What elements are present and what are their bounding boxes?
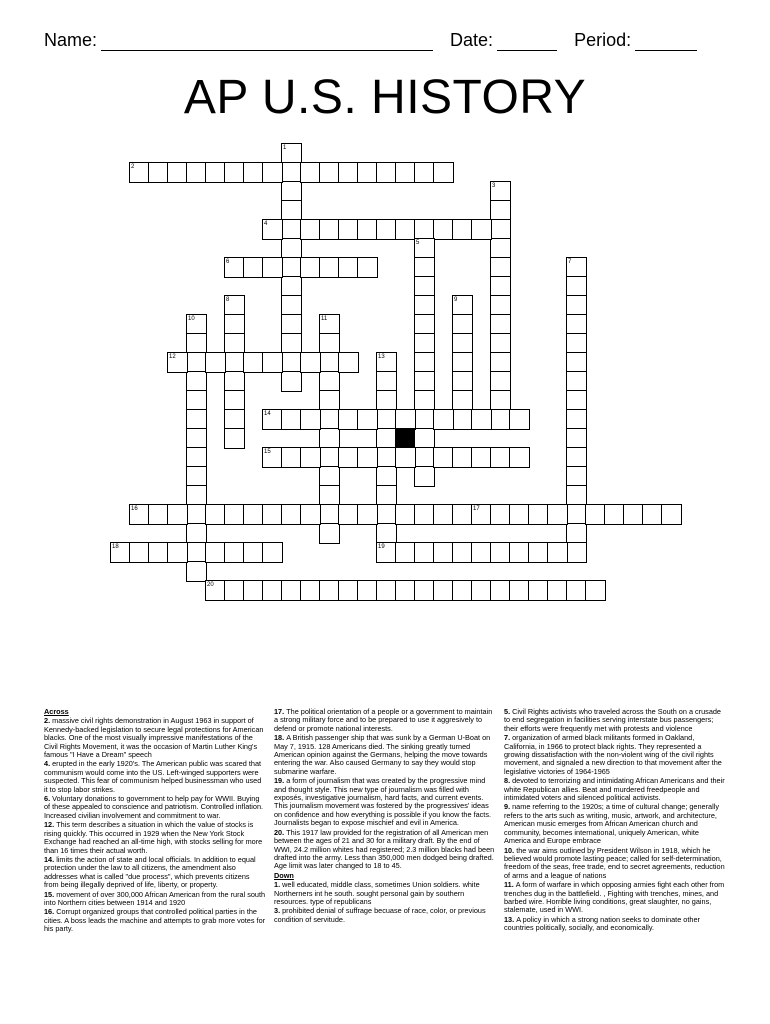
grid-cell[interactable] — [319, 257, 340, 278]
grid-cell[interactable] — [205, 352, 226, 373]
grid-cell[interactable] — [224, 390, 245, 411]
grid-cell[interactable] — [281, 447, 302, 468]
grid-cell[interactable] — [490, 352, 511, 373]
grid-cell[interactable] — [319, 314, 340, 335]
grid-cell[interactable] — [490, 390, 511, 411]
grid-cell[interactable] — [414, 447, 435, 468]
grid-cell[interactable] — [376, 390, 397, 411]
grid-cell[interactable] — [509, 504, 530, 525]
grid-cell[interactable] — [224, 409, 245, 430]
cell-number: 18 — [112, 544, 119, 550]
grid-cell[interactable] — [281, 409, 302, 430]
grid-cell[interactable] — [414, 371, 435, 392]
grid-cell[interactable] — [414, 333, 435, 354]
grid-cell[interactable] — [490, 580, 511, 601]
grid-cell[interactable] — [186, 352, 207, 373]
cell-number: 9 — [454, 297, 458, 303]
grid-cell[interactable] — [243, 504, 264, 525]
grid-cell[interactable] — [433, 542, 454, 563]
grid-cell[interactable] — [319, 409, 340, 430]
grid-cell[interactable] — [566, 276, 587, 297]
grid-cell[interactable] — [262, 352, 283, 373]
clue-across-2: 2. massive civil rights demonstration in August 1963 in support of Kennedy-backed legislation to secure legal protections for American blacks. One of the most visually impressive manifestations of the Civil Rights Movement, it was the occasion of Martin Luther King's famous "I Have a Dream" speech — [44, 716, 264, 760]
grid-cell[interactable] — [167, 504, 188, 525]
grid-cell[interactable] — [300, 219, 321, 240]
clue-across-12: 12. This term describes a situation in which the value of stocks is rising quickly. This occurred in 1929 when the New York Stock Exchange had reached an all-time high, with stocks selling for more than 16 times their actual worth. — [44, 820, 263, 855]
cell-number: 15 — [264, 449, 271, 455]
clue-down-10: 10. the war aims outlined by President Wilson in 1918, which he believed would promote lasting peace; called for self-determination, freedom of the seas, free trade, end to secret agreements, reduction of arms and a league of nations — [504, 845, 725, 880]
grid-cell[interactable] — [395, 504, 416, 525]
grid-cell[interactable] — [338, 580, 359, 601]
grid-cell[interactable] — [148, 504, 169, 525]
clues-column-2 — [274, 708, 496, 925]
grid-cell[interactable] — [395, 162, 416, 183]
grid-cell[interactable] — [623, 504, 644, 525]
grid-cell[interactable] — [376, 219, 397, 240]
grid-cell[interactable] — [357, 504, 378, 525]
grid-cell[interactable] — [414, 466, 435, 487]
grid-cell[interactable] — [281, 580, 302, 601]
grid-cell[interactable] — [224, 352, 245, 373]
grid-cell[interactable] — [490, 314, 511, 335]
grid-cell[interactable] — [281, 162, 302, 183]
grid-cell[interactable] — [186, 504, 207, 525]
grid-cell[interactable] — [129, 162, 150, 183]
grid-cell[interactable] — [262, 542, 283, 563]
grid-cell[interactable] — [433, 504, 454, 525]
grid-cell[interactable] — [547, 542, 568, 563]
grid-cell[interactable] — [281, 276, 302, 297]
grid-cell[interactable] — [433, 219, 454, 240]
grid-cell[interactable] — [490, 200, 511, 221]
grid-cell[interactable] — [566, 371, 587, 392]
grid-cell[interactable] — [224, 295, 245, 316]
grid-cell[interactable] — [414, 162, 435, 183]
grid-cell[interactable] — [319, 333, 340, 354]
grid-cell[interactable] — [414, 580, 435, 601]
down-heading: Down — [274, 870, 294, 880]
grid-cell[interactable] — [186, 523, 207, 544]
grid-cell[interactable] — [509, 580, 530, 601]
clue-across-20: 20. This 1917 law provided for the registration of all American men between the ages of 21 and 30 for a military draft. By the end of WWI, 24.2 million whites had registered; 2.3 million blacks had been drafted into the army. Less than 350,000 men dodged being drafted. Age limit was later changed to 18 to 45. — [274, 827, 495, 871]
grid-cell[interactable] — [566, 428, 587, 449]
grid-cell[interactable] — [357, 409, 378, 430]
grid-cell[interactable] — [300, 504, 321, 525]
clue-across-6: 6. Voluntary donations to government to help pay for WWII. Buying of these appealed to conscience and patriotism. Controlled inflation. Increased civilian involvement and commitment to war. — [44, 794, 264, 820]
grid-cell[interactable] — [300, 409, 321, 430]
grid-cell[interactable] — [433, 162, 454, 183]
grid-cell[interactable] — [414, 352, 435, 373]
grid-cell[interactable] — [452, 314, 473, 335]
black-cell — [395, 428, 415, 448]
grid-cell[interactable] — [167, 352, 188, 373]
clues-column-3 — [504, 708, 726, 934]
grid-cell[interactable] — [566, 580, 587, 601]
grid-cell[interactable] — [281, 314, 302, 335]
grid-cell[interactable] — [224, 162, 245, 183]
grid-cell[interactable] — [300, 447, 321, 468]
grid-cell[interactable] — [395, 542, 416, 563]
grid-cell[interactable] — [338, 447, 359, 468]
grid-cell[interactable] — [186, 390, 207, 411]
cell-number: 10 — [188, 316, 195, 322]
grid-cell[interactable] — [376, 485, 397, 506]
grid-cell[interactable] — [281, 143, 302, 164]
clue-down-9: 9. name referring to the 1920s; a time of cultural change; generally refers to the arts such as writing, music, artwork, and architecture, American music emerges from African American church and community, becomes international, uniquely American, white America and Europe embrace — [504, 802, 719, 846]
clue-down-5: 5. Civil Rights activists who traveled across the South on a crusade to end segregation in facilities serving interstate bus passengers; their efforts were frequently met with protests and violence — [504, 707, 721, 733]
grid-cell[interactable] — [566, 352, 587, 373]
grid-cell[interactable] — [566, 485, 587, 506]
grid-cell[interactable] — [281, 333, 302, 354]
grid-cell[interactable] — [319, 447, 340, 468]
grid-cell[interactable] — [414, 428, 435, 449]
grid-cell[interactable] — [186, 162, 207, 183]
grid-cell[interactable] — [224, 333, 245, 354]
grid-cell[interactable] — [490, 447, 511, 468]
grid-cell[interactable] — [490, 219, 511, 240]
grid-cell[interactable] — [528, 504, 549, 525]
grid-cell[interactable] — [338, 257, 359, 278]
grid-cell[interactable] — [224, 314, 245, 335]
grid-cell[interactable] — [452, 542, 473, 563]
grid-cell[interactable] — [414, 295, 435, 316]
grid-cell[interactable] — [490, 295, 511, 316]
grid-cell[interactable] — [262, 162, 283, 183]
grid-cell[interactable] — [490, 181, 511, 202]
grid-cell[interactable] — [319, 219, 340, 240]
grid-cell[interactable] — [319, 523, 340, 544]
grid-cell[interactable] — [566, 504, 587, 525]
clue-across-14: 14. limits the action of state and local officials. In addition to equal protection under the law to all citizens, the amendment also addresses what is called "due process", which prevents citizens from being illegally deprived of life, liberty, or property. — [44, 854, 256, 890]
grid-cell[interactable] — [243, 352, 264, 373]
grid-cell[interactable] — [376, 428, 397, 449]
grid-cell[interactable] — [433, 580, 454, 601]
grid-cell[interactable] — [338, 409, 359, 430]
grid-cell[interactable] — [338, 352, 359, 373]
grid-cell[interactable] — [566, 314, 587, 335]
grid-cell[interactable] — [281, 371, 302, 392]
grid-cell[interactable] — [452, 219, 473, 240]
clue-across-16: 16. Corrupt organized groups that controlled political parties in the cities. A boss leads the machine and attempts to grab more votes for his party. — [44, 907, 266, 934]
grid-cell[interactable] — [186, 428, 207, 449]
cell-number: 17 — [473, 506, 480, 512]
grid-cell[interactable] — [357, 162, 378, 183]
grid-cell[interactable] — [357, 219, 378, 240]
grid-cell[interactable] — [205, 542, 226, 563]
grid-cell[interactable] — [433, 409, 454, 430]
grid-cell[interactable] — [509, 542, 530, 563]
grid-cell[interactable] — [186, 314, 207, 335]
grid-cell[interactable] — [395, 580, 416, 601]
grid-cell[interactable] — [376, 542, 397, 563]
grid-cell[interactable] — [243, 162, 264, 183]
grid-cell[interactable] — [110, 542, 131, 563]
grid-cell[interactable] — [281, 352, 302, 373]
grid-cell[interactable] — [186, 447, 207, 468]
grid-cell[interactable] — [319, 485, 340, 506]
grid-cell[interactable] — [452, 447, 473, 468]
grid-cell[interactable] — [281, 238, 302, 259]
clues-column-1 — [44, 708, 266, 935]
grid-cell[interactable] — [338, 219, 359, 240]
grid-cell[interactable] — [452, 504, 473, 525]
cell-number: 16 — [131, 506, 138, 512]
clue-down-13: 13. A policy in which a strong nation seeks to dominate other countries politically, socially, and economically. — [504, 914, 700, 933]
grid-cell[interactable] — [452, 295, 473, 316]
grid-cell[interactable] — [585, 504, 606, 525]
grid-cell[interactable] — [490, 276, 511, 297]
grid-cell[interactable] — [395, 409, 416, 430]
grid-cell[interactable] — [490, 333, 511, 354]
grid-cell[interactable] — [319, 371, 340, 392]
grid-cell[interactable] — [243, 257, 264, 278]
grid-cell[interactable] — [566, 523, 587, 544]
grid-cell[interactable] — [452, 371, 473, 392]
grid-cell[interactable] — [262, 504, 283, 525]
grid-cell[interactable] — [528, 580, 549, 601]
cell-number: 7 — [568, 259, 572, 265]
grid-cell[interactable] — [642, 504, 663, 525]
grid-cell[interactable] — [281, 295, 302, 316]
grid-cell[interactable] — [414, 542, 435, 563]
grid-cell[interactable] — [661, 504, 682, 525]
grid-cell[interactable] — [224, 257, 245, 278]
grid-cell[interactable] — [319, 466, 340, 487]
grid-cell[interactable] — [376, 523, 397, 544]
grid-cell[interactable] — [262, 447, 283, 468]
grid-cell[interactable] — [224, 371, 245, 392]
grid-cell[interactable] — [224, 504, 245, 525]
cell-number: 19 — [378, 544, 385, 550]
grid-cell[interactable] — [167, 542, 188, 563]
grid-cell[interactable] — [148, 162, 169, 183]
clue-across-4: 4. erupted in the early 1920's. The American public was scared that communism would come into the US. Left-winged supporters were suspected. This fear of communism helped businessman who used it to stop labor strikes. — [44, 759, 262, 794]
grid-cell[interactable] — [319, 162, 340, 183]
grid-cell[interactable] — [566, 466, 587, 487]
grid-cell[interactable] — [490, 371, 511, 392]
grid-cell[interactable] — [186, 561, 207, 582]
grid-cell[interactable] — [300, 352, 321, 373]
date-label: Date: — [450, 30, 494, 50]
grid-cell[interactable] — [471, 504, 492, 525]
cell-number: 14 — [264, 411, 271, 417]
clue-down-8: 8. devoted to terrorizing and intimidating African Americans and their white Republican allies. Beat and murdered freedpeople and intimidated voters and silenced political activists. — [504, 776, 725, 803]
grid-cell[interactable] — [262, 409, 283, 430]
grid-cell[interactable] — [471, 447, 492, 468]
grid-cell[interactable] — [224, 428, 245, 449]
grid-cell[interactable] — [357, 257, 378, 278]
grid-cell[interactable] — [224, 542, 245, 563]
grid-cell[interactable] — [319, 352, 340, 373]
grid-cell[interactable] — [300, 257, 321, 278]
grid-cell[interactable] — [281, 200, 302, 221]
grid-cell[interactable] — [414, 238, 435, 259]
cell-number: 8 — [226, 297, 230, 303]
grid-cell[interactable] — [395, 219, 416, 240]
grid-cell[interactable] — [566, 409, 587, 430]
grid-cell[interactable] — [243, 580, 264, 601]
grid-cell[interactable] — [471, 219, 492, 240]
grid-cell[interactable] — [452, 333, 473, 354]
grid-cell[interactable] — [490, 504, 511, 525]
grid-cell[interactable] — [357, 580, 378, 601]
grid-cell[interactable] — [566, 390, 587, 411]
cell-number: 2 — [131, 164, 135, 170]
grid-cell[interactable] — [452, 409, 473, 430]
grid-cell[interactable] — [224, 580, 245, 601]
grid-cell[interactable] — [376, 409, 397, 430]
grid-cell[interactable] — [471, 542, 492, 563]
grid-cell[interactable] — [281, 504, 302, 525]
grid-cell[interactable] — [300, 580, 321, 601]
grid-cell[interactable] — [281, 257, 302, 278]
grid-cell[interactable] — [281, 219, 302, 240]
clue-down-1: 1. well educated, middle class, sometimes Union soldiers. white Northerners int he south. sought personal gain by southern resources. type of republicans — [274, 880, 480, 906]
grid-cell[interactable] — [452, 390, 473, 411]
clue-down-3: 3. prohibited denial of suffrage becuase of race, color, or previous condition of servitude. — [274, 906, 486, 924]
clue-across-17: 17. The political orientation of a people or a government to maintain a strong military force and to be prepared to use it aggresively to defend or promote national interests. — [274, 707, 493, 733]
clue-across-15: 15. movement of over 300,000 African American from the rural south into Northern cities between 1914 and 1920 — [44, 889, 266, 907]
cell-number: 13 — [378, 354, 385, 360]
clue-down-7: 7. organization of armed black militants formed in Oakland, California, in 1966 to protect black rights. They represented a growing dissatisfaction with the non-violent wing of the civil rights movement, and signaled a new direction to that movement after the legislative victories of 1964-1965 — [504, 733, 722, 776]
name-label: Name: — [44, 30, 98, 50]
grid-cell[interactable] — [319, 428, 340, 449]
grid-cell[interactable] — [452, 352, 473, 373]
grid-cell[interactable] — [186, 542, 207, 563]
grid-cell[interactable] — [376, 580, 397, 601]
grid-cell[interactable] — [243, 542, 264, 563]
grid-cell[interactable] — [509, 409, 530, 430]
grid-cell[interactable] — [452, 580, 473, 601]
grid-cell[interactable] — [376, 352, 397, 373]
grid-cell[interactable] — [433, 447, 454, 468]
grid-cell[interactable] — [186, 485, 207, 506]
grid-cell[interactable] — [357, 447, 378, 468]
grid-cell[interactable] — [205, 580, 226, 601]
grid-cell[interactable] — [414, 390, 435, 411]
grid-cell[interactable] — [376, 371, 397, 392]
grid-cell[interactable] — [338, 162, 359, 183]
cell-number: 6 — [226, 259, 230, 265]
grid-cell[interactable] — [167, 162, 188, 183]
grid-cell[interactable] — [566, 295, 587, 316]
grid-cell[interactable] — [376, 504, 397, 525]
cell-number: 11 — [321, 316, 328, 322]
grid-cell[interactable] — [414, 276, 435, 297]
cell-number: 4 — [264, 221, 268, 227]
grid-cell[interactable] — [414, 219, 435, 240]
grid-cell[interactable] — [490, 238, 511, 259]
clue-down-11: 11. A form of warfare in which opposing armies fight each other from trenches dug in the battlefield. , Fighting with trenches, mines, and barbed wire. Horrible living conditions, great slaughter, no gains, stalemate, used in WWI. — [504, 880, 725, 915]
grid-cell[interactable] — [148, 542, 169, 563]
grid-cell[interactable] — [262, 257, 283, 278]
grid-cell[interactable] — [566, 447, 587, 468]
grid-cell[interactable] — [566, 333, 587, 354]
clue-across-19: 19. a form of journalism that was created by the progressive mind and thought style. This new type of journalism was filled with exposés, investigative journalism, hard facts, and current events. This journalism movement was fostered by the progressives' ideas on confidence and how everything is possible if you know the facts. Journalists began to expose mischief and evil in America. — [274, 776, 492, 828]
grid-cell[interactable] — [376, 162, 397, 183]
grid-cell[interactable] — [319, 580, 340, 601]
grid-cell[interactable] — [566, 257, 587, 278]
grid-cell[interactable] — [414, 257, 435, 278]
cell-number: 20 — [207, 582, 214, 588]
grid-cell[interactable] — [471, 580, 492, 601]
grid-cell[interactable] — [414, 314, 435, 335]
grid-cell[interactable] — [490, 542, 511, 563]
grid-cell[interactable] — [319, 390, 340, 411]
grid-cell[interactable] — [205, 162, 226, 183]
grid-cell[interactable] — [376, 447, 397, 468]
grid-cell[interactable] — [262, 580, 283, 601]
across-heading: Across — [44, 707, 69, 716]
grid-cell[interactable] — [547, 504, 568, 525]
grid-cell[interactable] — [471, 409, 492, 430]
grid-cell[interactable] — [186, 466, 207, 487]
page-title: AP U.S. HISTORY — [183, 71, 587, 124]
cell-number: 3 — [492, 183, 496, 189]
grid-cell[interactable] — [585, 580, 606, 601]
cell-number: 12 — [169, 354, 176, 360]
grid-cell[interactable] — [129, 504, 150, 525]
grid-cell[interactable] — [528, 542, 549, 563]
grid-cell[interactable] — [262, 219, 283, 240]
cell-number: 5 — [416, 240, 420, 246]
grid-cell[interactable] — [186, 333, 207, 354]
grid-cell[interactable] — [490, 409, 511, 430]
grid-cell[interactable] — [186, 409, 207, 430]
period-label: Period: — [574, 30, 632, 50]
grid-cell[interactable] — [604, 504, 625, 525]
grid-cell[interactable] — [566, 542, 587, 563]
grid-cell[interactable] — [395, 447, 416, 468]
grid-cell[interactable] — [490, 257, 511, 278]
grid-cell[interactable] — [300, 162, 321, 183]
grid-cell[interactable] — [509, 447, 530, 468]
clue-across-18: 18. A British passenger ship that was sunk by a German U-Boat on May 7, 1915. 128 Americans died. The sinking greatly turned American opinion against the Germans, helping the move towards entering the war. Also caused Germany to say they would stop submarine warfare. — [274, 733, 491, 776]
grid-cell[interactable] — [376, 466, 397, 487]
grid-cell[interactable] — [281, 181, 302, 202]
grid-cell[interactable] — [186, 371, 207, 392]
grid-cell[interactable] — [414, 409, 435, 430]
cell-number: 1 — [283, 145, 287, 151]
grid-cell[interactable] — [129, 542, 150, 563]
grid-cell[interactable] — [414, 504, 435, 525]
grid-cell[interactable] — [338, 504, 359, 525]
grid-cell[interactable] — [319, 504, 340, 525]
grid-cell[interactable] — [205, 504, 226, 525]
grid-cell[interactable] — [547, 580, 568, 601]
